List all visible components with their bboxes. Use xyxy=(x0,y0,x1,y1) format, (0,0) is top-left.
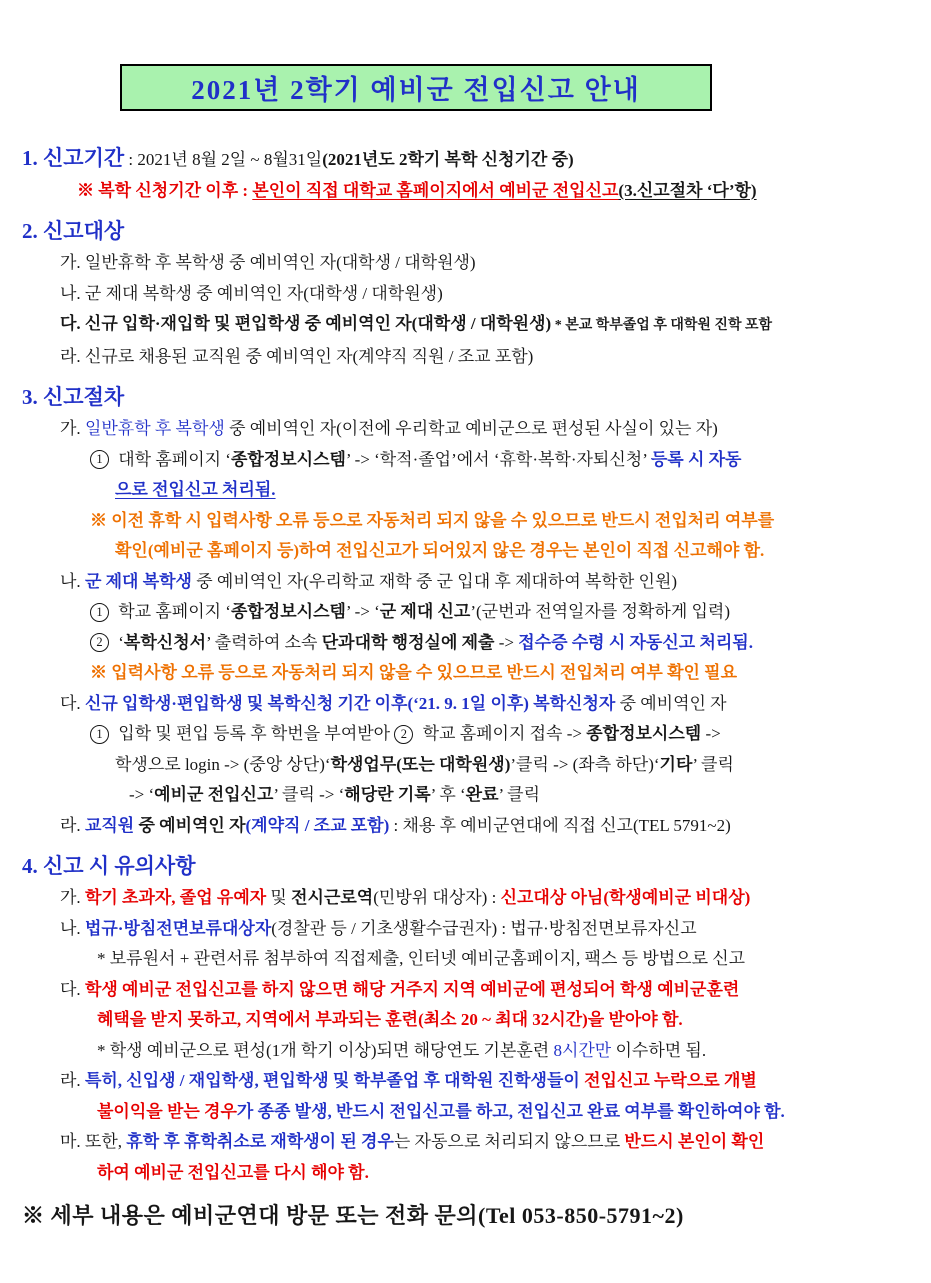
item-3-da-step1 xyxy=(20,719,921,750)
text-segment: ’ 후 ‘ xyxy=(430,785,466,804)
text-segment: 가. 일반휴학 후 복학생 중 예비역인 자(대학생 / 대학원생) xyxy=(60,253,476,272)
text-segment: 종합정보시스템 xyxy=(230,602,346,621)
text-segment: 군 제대 신고 xyxy=(379,602,471,621)
text-segment: 및 xyxy=(266,888,292,907)
text-segment: * 본교 학부졸업 후 대학원 진학 포함 xyxy=(551,318,773,333)
text-segment: 단과대학 행정실에 제출 xyxy=(321,632,495,652)
text-segment: 학교 홈페이지 접속 -> xyxy=(418,724,587,743)
text-segment: -> xyxy=(701,724,721,743)
text-segment: 휴학 후 휴학취소로 재학생이 된 경우 xyxy=(126,1132,394,1151)
text-segment: 학생업무(또는 대학원생) xyxy=(330,754,511,774)
text-segment: 예비군 전입신고 xyxy=(154,785,274,804)
text-segment: ※ 입력사항 오류 등으로 자동처리 되지 않을 수 있으므로 반드시 전입처리 여부 확인 필요 xyxy=(90,663,738,682)
text-segment: 법규·방침전면보류대상자 xyxy=(84,918,272,938)
text-segment: 2. 신고대상 xyxy=(22,219,125,243)
text-segment: 3. 신고절차 xyxy=(22,385,125,409)
text-segment: ’ 클릭 -> ‘ xyxy=(273,785,345,804)
text-segment: 완료 xyxy=(465,785,499,804)
text-segment: 중 예비역인 자(이전에 우리학교 예비군으로 편성된 사실이 있는 자) xyxy=(224,419,718,438)
item-3-na-step2 xyxy=(20,628,921,659)
item-4-na-note xyxy=(20,944,921,975)
document-title: 2021년 2학기 예비군 전입신고 안내 xyxy=(191,75,641,105)
item-3-ga-note xyxy=(20,506,921,537)
section-2-heading xyxy=(20,214,921,248)
text-segment: 는 자동으로 처리되지 않으므로 xyxy=(393,1132,625,1151)
text-segment: 다. 신규 입학·재입학 및 편입학생 중 예비역인 자(대학생 / 대학원생) xyxy=(60,314,552,333)
text-segment: 나. xyxy=(60,571,85,591)
item-3-da-step1-cont1 xyxy=(20,750,921,781)
item-3-da-step1-cont2 xyxy=(20,780,921,811)
item-2-na xyxy=(20,279,921,310)
text-segment: 본인이 직접 대학교 홈페이지에서 예비군 전입신고 xyxy=(252,180,619,200)
text-segment: 8시간만 xyxy=(553,1040,612,1060)
text-segment: 군 제대 복학생 xyxy=(84,571,192,591)
text-segment: * 학생 예비군으로 편성(1개 학기 이상)되면 해당연도 기본훈련 xyxy=(97,1040,554,1060)
item-4-ma xyxy=(20,1127,921,1158)
text-segment: : xyxy=(124,150,138,169)
title-box xyxy=(120,64,712,111)
text-segment: ‘ xyxy=(114,632,124,652)
item-3-ga-step1-cont xyxy=(20,475,921,506)
text-segment: ※ 복학 신청기간 이후 : xyxy=(77,180,253,200)
item-4-ma-cont xyxy=(20,1158,921,1189)
text-segment: -> ‘ xyxy=(129,785,155,804)
text-segment: 입학 및 편입 등록 후 학번을 부여받아 xyxy=(114,724,395,743)
text-segment: 등록 시 자동 xyxy=(650,449,742,469)
item-4-da xyxy=(20,975,921,1006)
text-segment: 복학신청서 xyxy=(123,632,207,652)
text-segment: 나. 군 제대 복학생 중 예비역인 자(대학생 / 대학원생) xyxy=(60,283,443,303)
item-3-na xyxy=(20,567,921,598)
text-segment: 가 종종 발생, 반드시 전입신고를 하고, 전입신고 완료 여부를 확인하여야 함. xyxy=(236,1101,785,1121)
section-3-heading xyxy=(20,380,921,414)
text-segment: 전시근로역 xyxy=(291,888,374,907)
text-segment: 일반휴학 후 복학생 xyxy=(84,419,225,438)
text-segment: 가. xyxy=(60,419,85,438)
text-segment: ’ 출력하여 소속 xyxy=(206,632,322,652)
section-4-heading xyxy=(20,849,921,883)
text-segment: 특히, 신입생 / 재입학생, 편입학생 및 학부졸업 후 대학원 진학생들이 xyxy=(84,1071,585,1090)
item-4-na xyxy=(20,914,921,945)
text-segment: 이수하면 됨. xyxy=(611,1040,707,1060)
text-segment: -> xyxy=(494,632,519,652)
text-segment: (민방위 대상자) : xyxy=(373,888,501,907)
text-segment: 교직원 xyxy=(84,815,135,835)
text-segment: 전입신고 누락으로 개별 xyxy=(584,1071,757,1090)
circled-number-icon: 2 xyxy=(90,633,109,652)
item-2-da xyxy=(20,309,921,342)
text-segment: 2021년 8월 2일 ~ 8월31일 xyxy=(137,150,323,169)
text-segment: 반드시 본인이 확인 xyxy=(624,1132,765,1151)
text-segment: 신규 입학생·편입학생 및 복학신청 기간 이후(‘21. 9. 1일 이후) 복학신청자 xyxy=(84,693,616,713)
text-segment: ’ -> ‘ xyxy=(345,602,380,621)
text-segment: (경찰관 등 / 기초생활수급권자) : 법규·방침전면보류자신고 xyxy=(271,918,697,938)
item-3-na-note xyxy=(20,658,921,689)
text-segment: 나. xyxy=(60,918,85,938)
item-3-da xyxy=(20,689,921,720)
text-segment: 하여 예비군 전입신고를 다시 해야 함. xyxy=(97,1162,369,1182)
item-4-ga xyxy=(20,883,921,914)
text-segment: 접수증 수령 시 자동신고 처리됨. xyxy=(518,632,753,652)
text-segment: ’ -> ‘학적·졸업’에서 ‘휴학·복학·자퇴신청’ xyxy=(345,449,651,469)
item-3-ga-note-cont xyxy=(20,536,921,567)
text-segment: 학생으로 login -> (중앙 상단)‘ xyxy=(115,754,331,774)
text-segment: 다. xyxy=(60,693,85,713)
text-segment: (3.신고절차 ‘다’항) xyxy=(618,180,757,200)
text-segment: 신고대상 아님(학생예비군 비대상) xyxy=(500,888,751,907)
text-segment: 불이익을 받는 경우 xyxy=(97,1101,237,1121)
section-1-heading xyxy=(20,143,921,176)
item-3-ga-step1 xyxy=(20,445,921,476)
circled-number-icon: 1 xyxy=(90,725,109,744)
item-4-da-cont xyxy=(20,1005,921,1036)
item-2-ra xyxy=(20,342,921,373)
text-segment: * 보류원서 + 관련서류 첨부하여 직접제출, 인터넷 예비군홈페이지, 팩스 등 방법으로 신고 xyxy=(97,949,746,968)
text-segment: 라. xyxy=(60,1071,85,1090)
text-segment: 종합정보시스템 xyxy=(586,724,702,743)
circled-number-icon: 1 xyxy=(90,603,109,622)
circled-number-icon: 2 xyxy=(394,725,413,744)
item-4-ra-cont xyxy=(20,1097,921,1128)
text-segment: 종합정보시스템 xyxy=(230,449,346,469)
item-3-na-step1 xyxy=(20,597,921,628)
text-segment: (2021년도 2학기 복학 신청기간 중) xyxy=(322,150,574,169)
footer-contact-note: ※ 세부 내용은 예비군연대 방문 또는 전화 문의(Tel 053-850-5791~2) xyxy=(22,1203,684,1228)
text-segment: 가. xyxy=(60,888,85,907)
circled-number-icon: 1 xyxy=(90,450,109,469)
text-segment: 혜택을 받지 못하고, 지역에서 부과되는 훈련(최소 20 ~ 최대 32시간)을 받아야 함. xyxy=(97,1010,683,1029)
text-segment: 라. xyxy=(60,815,85,835)
text-segment: : 채용 후 예비군연대에 직접 신고(TEL 5791~2) xyxy=(389,815,731,835)
item-3-ra xyxy=(20,811,921,842)
text-segment: ※ 이전 휴학 시 입력사항 오류 등으로 자동처리 되지 않을 수 있으므로 반드시 전입처리 여부를 xyxy=(90,510,775,530)
text-segment: 4. 신고 시 유의사항 xyxy=(22,854,196,878)
text-segment: 기타 xyxy=(659,754,693,774)
text-segment: (계약직 / 조교 포함) xyxy=(245,815,390,835)
text-segment: 으로 전입신고 처리됨. xyxy=(115,480,276,499)
text-segment: 해당란 기록 xyxy=(344,785,431,804)
section-1-note xyxy=(20,176,921,207)
text-segment: 다. xyxy=(60,979,85,999)
text-segment: 학생 예비군 전입신고를 하지 않으면 해당 거주지 지역 예비군에 편성되어 학생 예비군훈련 xyxy=(84,979,740,999)
text-segment: 중 예비역인 자(우리학교 재학 중 군 입대 후 제대하여 복학한 인원) xyxy=(191,571,678,591)
text-segment: ’ 클릭 xyxy=(498,785,541,804)
text-segment: ’ 클릭 xyxy=(692,754,734,774)
text-segment: 1. 신고기간 xyxy=(22,146,125,170)
text-segment: 학기 초과자, 졸업 유예자 xyxy=(84,888,267,907)
text-segment: 확인(예비군 홈페이지 등)하여 전입신고가 되어있지 않은 경우는 본인이 직접 신고해야 함. xyxy=(115,541,765,560)
text-segment: ’(군번과 전역일자를 정확하게 입력) xyxy=(470,602,731,621)
text-segment: ’클릭 -> (좌측 하단)‘ xyxy=(510,754,660,774)
text-segment: 마. 또한, xyxy=(60,1132,127,1151)
item-4-ra xyxy=(20,1066,921,1097)
text-segment: 학교 홈페이지 ‘ xyxy=(114,602,231,621)
text-segment: 중 예비역인 자 xyxy=(134,815,246,835)
item-3-ga xyxy=(20,414,921,445)
text-segment: 중 예비역인 자 xyxy=(615,693,727,713)
text-segment: 라. 신규로 채용된 교직원 중 예비역인 자(계약직 직원 / 조교 포함) xyxy=(60,346,534,366)
document-body xyxy=(20,143,921,1188)
text-segment: 대학 홈페이지 ‘ xyxy=(114,449,231,469)
item-2-ga xyxy=(20,248,921,279)
item-4-da-note xyxy=(20,1036,921,1067)
